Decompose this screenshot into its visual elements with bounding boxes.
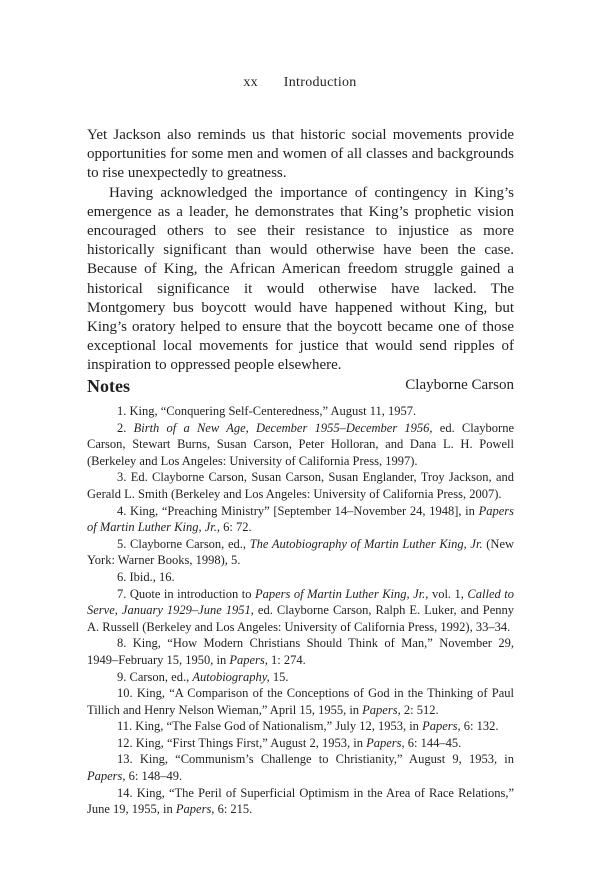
note-item bbox=[87, 420, 514, 470]
note-title: Papers of Martin Luther King, Jr., bbox=[87, 503, 514, 535]
note-text: 6: 144–45. bbox=[404, 735, 462, 750]
note-text: 2. bbox=[117, 420, 134, 435]
note-title: Papers, bbox=[229, 652, 268, 667]
note-text: 10. King, “A Comparison of the Conceptions of God in the Thinking of Paul Tillich and Henry Nelson Wieman,” April 15, 1955, in bbox=[87, 686, 514, 717]
note-text: 2: 512. bbox=[400, 702, 439, 717]
note-text: 6: 148–49. bbox=[125, 769, 183, 784]
note-text: 13. King, “Communism’s Challenge to Christianity,” August 9, 1953, in bbox=[117, 752, 514, 767]
note-title: The Autobiography of Martin Luther King, Jr. bbox=[249, 536, 483, 551]
note-text: 6: 132. bbox=[460, 719, 499, 734]
note-title: Papers, bbox=[362, 702, 401, 717]
note-item bbox=[87, 586, 514, 636]
note-item bbox=[87, 751, 514, 784]
note-text: ed. Clayborne Carson, Ralph E. Luker, and Penny A. Russell (Berkeley and Los Angeles: University of California Press, 1992), 33–34. bbox=[87, 603, 514, 634]
note-title: Papers, bbox=[175, 802, 215, 817]
note-text: 5. Clayborne Carson, ed., bbox=[117, 536, 250, 551]
note-item bbox=[87, 503, 514, 536]
author-signature: Clayborne Carson bbox=[405, 376, 514, 393]
running-head bbox=[0, 75, 600, 91]
note-title: Papers, bbox=[422, 719, 461, 734]
note-item bbox=[87, 669, 514, 686]
note-title: Birth of a New Age, December 1955–December 1956, bbox=[133, 420, 433, 435]
note-title: Papers, bbox=[366, 735, 405, 750]
note-title: Papers of Martin Luther King, Jr., bbox=[255, 586, 429, 601]
note-item bbox=[87, 718, 514, 735]
note-text: ed. Clayborne Carson, Stewart Burns, Susan Carson, Peter Holloran, and Dana L. H. Powell (Berkeley and Los Angeles: University of California Press, 1997). bbox=[87, 420, 514, 468]
paragraph: Having acknowledged the importance of contingency in King’s emergence as a leader, he demonstrates that King’s prophetic vision encouraged others to see their resistance to injustice as more historically significant than would otherwise have been the case. Because of King, the African American freedom struggle gained a historical significance it would otherwise have lacked. The Montgomery bus boycott would have happened without King, but King’s oratory helped to ensure that the boycott became one of those exceptional local movements for justice that would send ripples of inspiration to oppressed people elsewhere. bbox=[87, 184, 514, 374]
note-title: Papers, bbox=[87, 769, 126, 784]
note-item bbox=[87, 536, 514, 569]
running-head-title: Introduction bbox=[283, 75, 357, 90]
note-text: 3. Ed. Clayborne Carson, Susan Carson, Susan Englander, Troy Jackson, and Gerald L. Smith (Berkeley and Los Angeles: University of California Press, 2007). bbox=[87, 470, 514, 501]
note-text: (New York: Warner Books, 1998), 5. bbox=[87, 536, 515, 568]
note-text: 15. bbox=[269, 669, 289, 684]
note-text: vol. 1, bbox=[428, 586, 468, 601]
note-text: 1: 274. bbox=[267, 652, 306, 667]
note-item bbox=[87, 635, 514, 668]
note-text: 6: 215. bbox=[214, 802, 253, 817]
note-text: 6. Ibid., 16. bbox=[117, 569, 175, 584]
page-number: xx bbox=[243, 75, 258, 90]
note-text: 12. King, “First Things First,” August 2, 1953, in bbox=[117, 735, 367, 750]
note-text: 8. King, “How Modern Christians Should Think of Man,” November 29, 1949–February 15, 1950, in bbox=[87, 636, 514, 667]
paragraph: Yet Jackson also reminds us that historic social movements provide opportunities for some men and women of all classes and backgrounds to rise unexpectedly to greatness. bbox=[87, 127, 514, 182]
note-item bbox=[87, 685, 514, 718]
note-title: Called to Serve, January 1929–June 1951, bbox=[87, 586, 514, 618]
note-text: 4. King, “Preaching Ministry” [September 14–November 24, 1948], in bbox=[117, 503, 479, 518]
note-text: 1. King, “Conquering Self-Centeredness,” August 11, 1957. bbox=[117, 404, 417, 418]
note-text: 11. King, “The False God of Nationalism,” July 12, 1953, in bbox=[117, 719, 423, 734]
note-item bbox=[87, 469, 514, 502]
note-item bbox=[87, 403, 514, 420]
note-item bbox=[87, 785, 514, 818]
notes-list bbox=[87, 403, 514, 818]
notes-heading: Notes bbox=[87, 376, 130, 396]
body-text bbox=[87, 126, 514, 395]
note-text: 6: 72. bbox=[220, 520, 252, 535]
note-text: 9. Carson, ed., bbox=[117, 669, 193, 684]
note-title: Autobiography, bbox=[192, 669, 270, 684]
note-item bbox=[87, 735, 514, 752]
note-item bbox=[87, 569, 514, 586]
note-text: 7. Quote in introduction to bbox=[117, 586, 255, 601]
note-text: 14. King, “The Peril of Superficial Optimism in the Area of Race Relations,” June 19, 1955, in bbox=[87, 785, 514, 817]
